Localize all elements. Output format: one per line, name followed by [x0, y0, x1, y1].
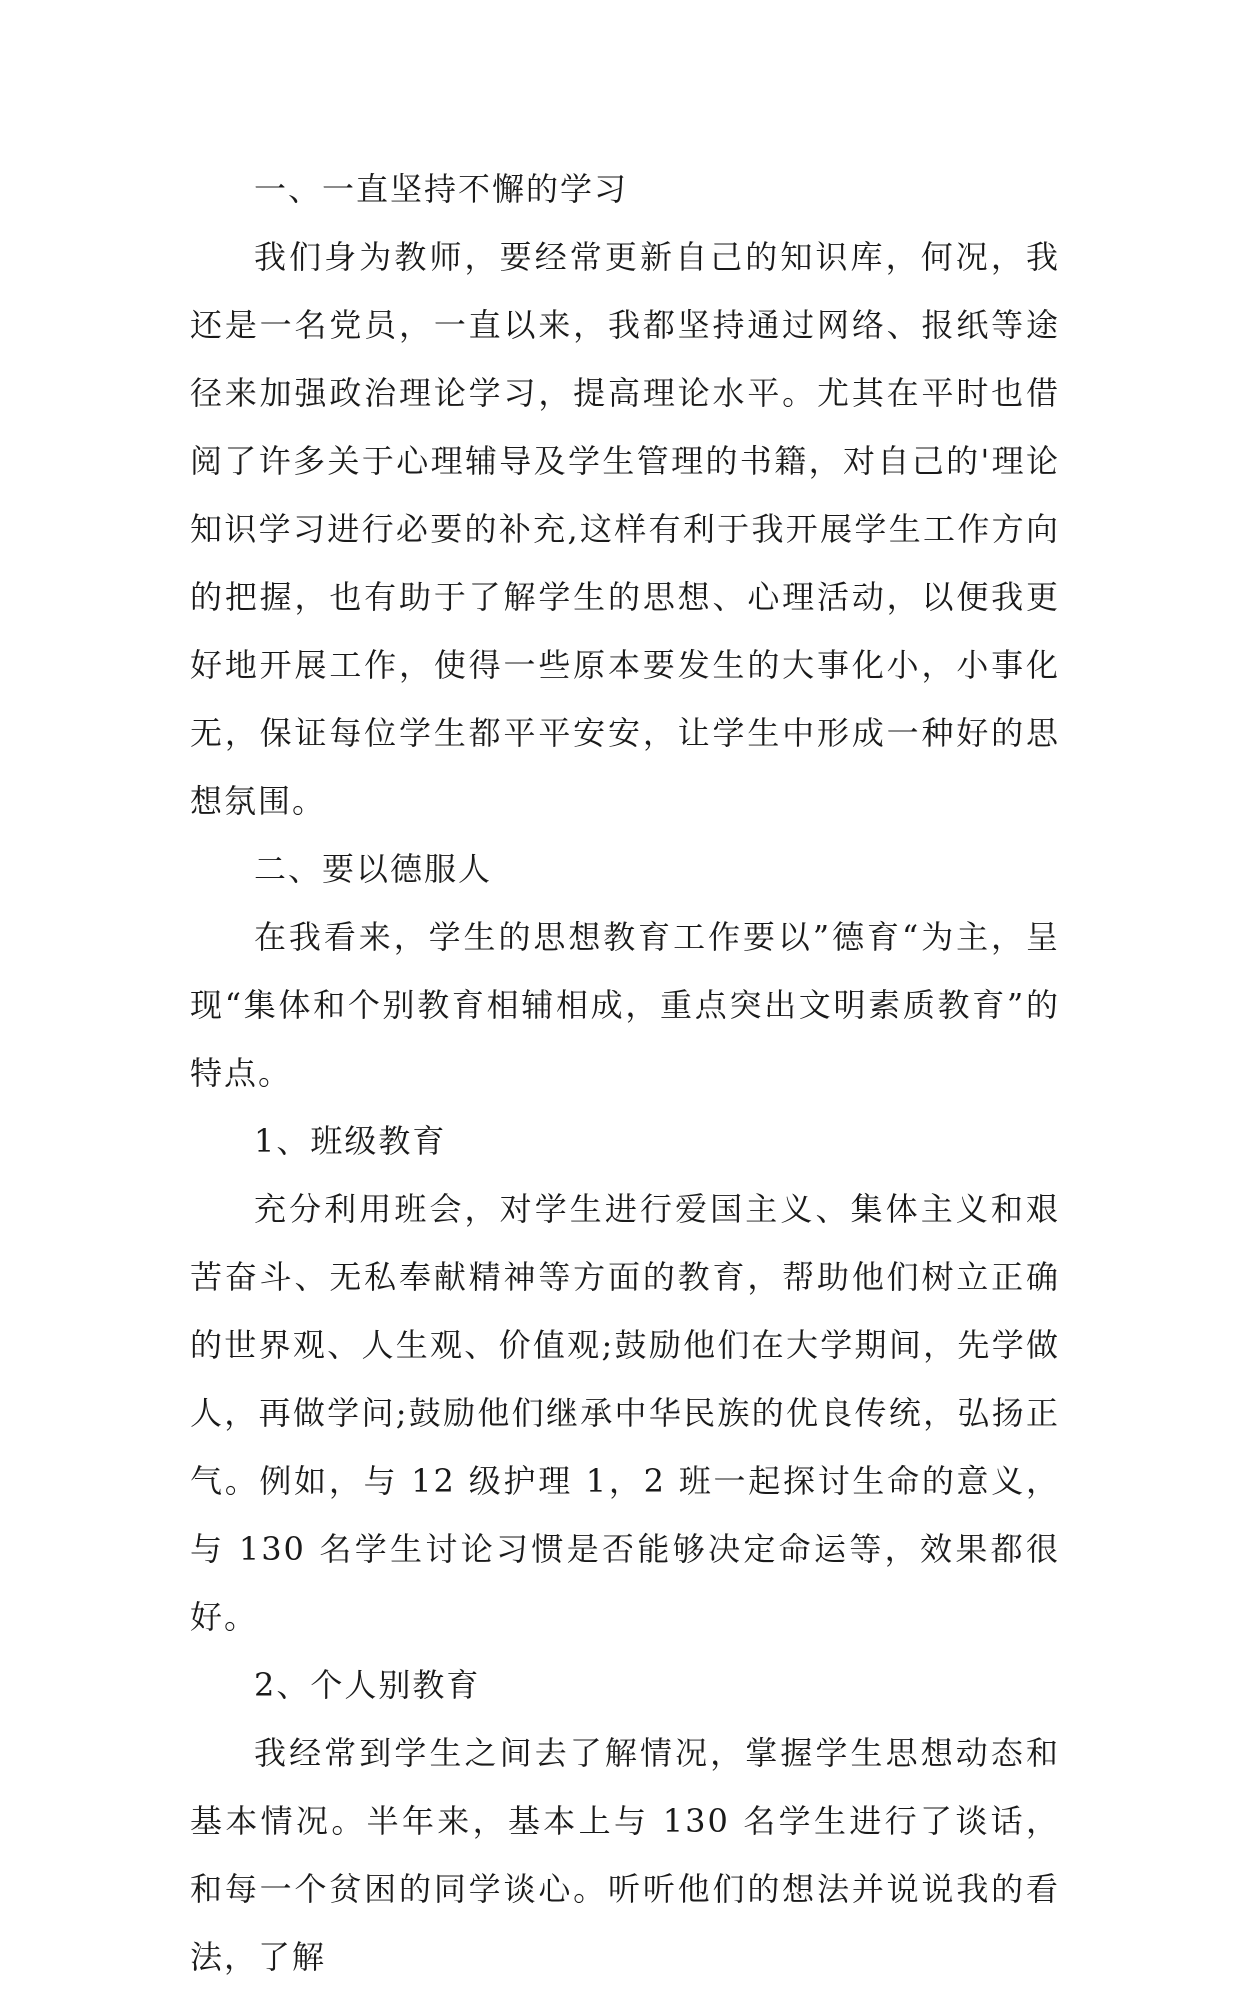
paragraph-3: 充分利用班会，对学生进行爱国主义、集体主义和艰苦奋斗、无私奉献精神等方面的教育，帮助他们树立正确的世界观、人生观、价值观;鼓励他们在大学期间，先学做人，再做学问;鼓励他们继承中华民族的优良传统，弘扬正气。例如，与 12 级护理 1，2 班一起探讨生命的意义，与 130 名学生讨论习惯是否能够决定命运等，效果都很好。 [190, 1190, 1060, 1636]
section-heading-2: 二、要以德服人 [254, 850, 493, 888]
section-heading-1: 一、一直坚持不懈的学习 [254, 170, 629, 208]
paragraph-2: 在我看来，学生的思想教育工作要以”德育“为主，呈现“集体和个别教育相辅相成，重点突出文明素质教育”的特点。 [190, 918, 1060, 1092]
paragraph-4: 我经常到学生之间去了解情况，掌握学生思想动态和基本情况。半年来，基本上与 130 名学生进行了谈话，和每一个贫困的同学谈心。听听他们的想法并说说我的看法，了解 [190, 1734, 1060, 1976]
subsection-heading-2: 2、个人别教育 [254, 1666, 481, 1704]
paragraph-1: 我们身为教师，要经常更新自己的知识库，何况，我还是一名党员，一直以来，我都坚持通过网络、报纸等途径来加强政治理论学习，提高理论水平。尤其在平时也借阅了许多关于心理辅导及学生管理的书籍，对自己的'理论知识学习进行必要的补充,这样有利于我开展学生工作方向的把握，也有助于了解学生的思想、心理活动，以便我更好地开展工作，使得一些原本要发生的大事化小，小事化无，保证每位学生都平平安安，让学生中形成一种好的思想氛围。 [190, 238, 1060, 820]
subsection-heading-1: 1、班级教育 [254, 1122, 447, 1160]
document-body [190, 155, 1060, 1991]
